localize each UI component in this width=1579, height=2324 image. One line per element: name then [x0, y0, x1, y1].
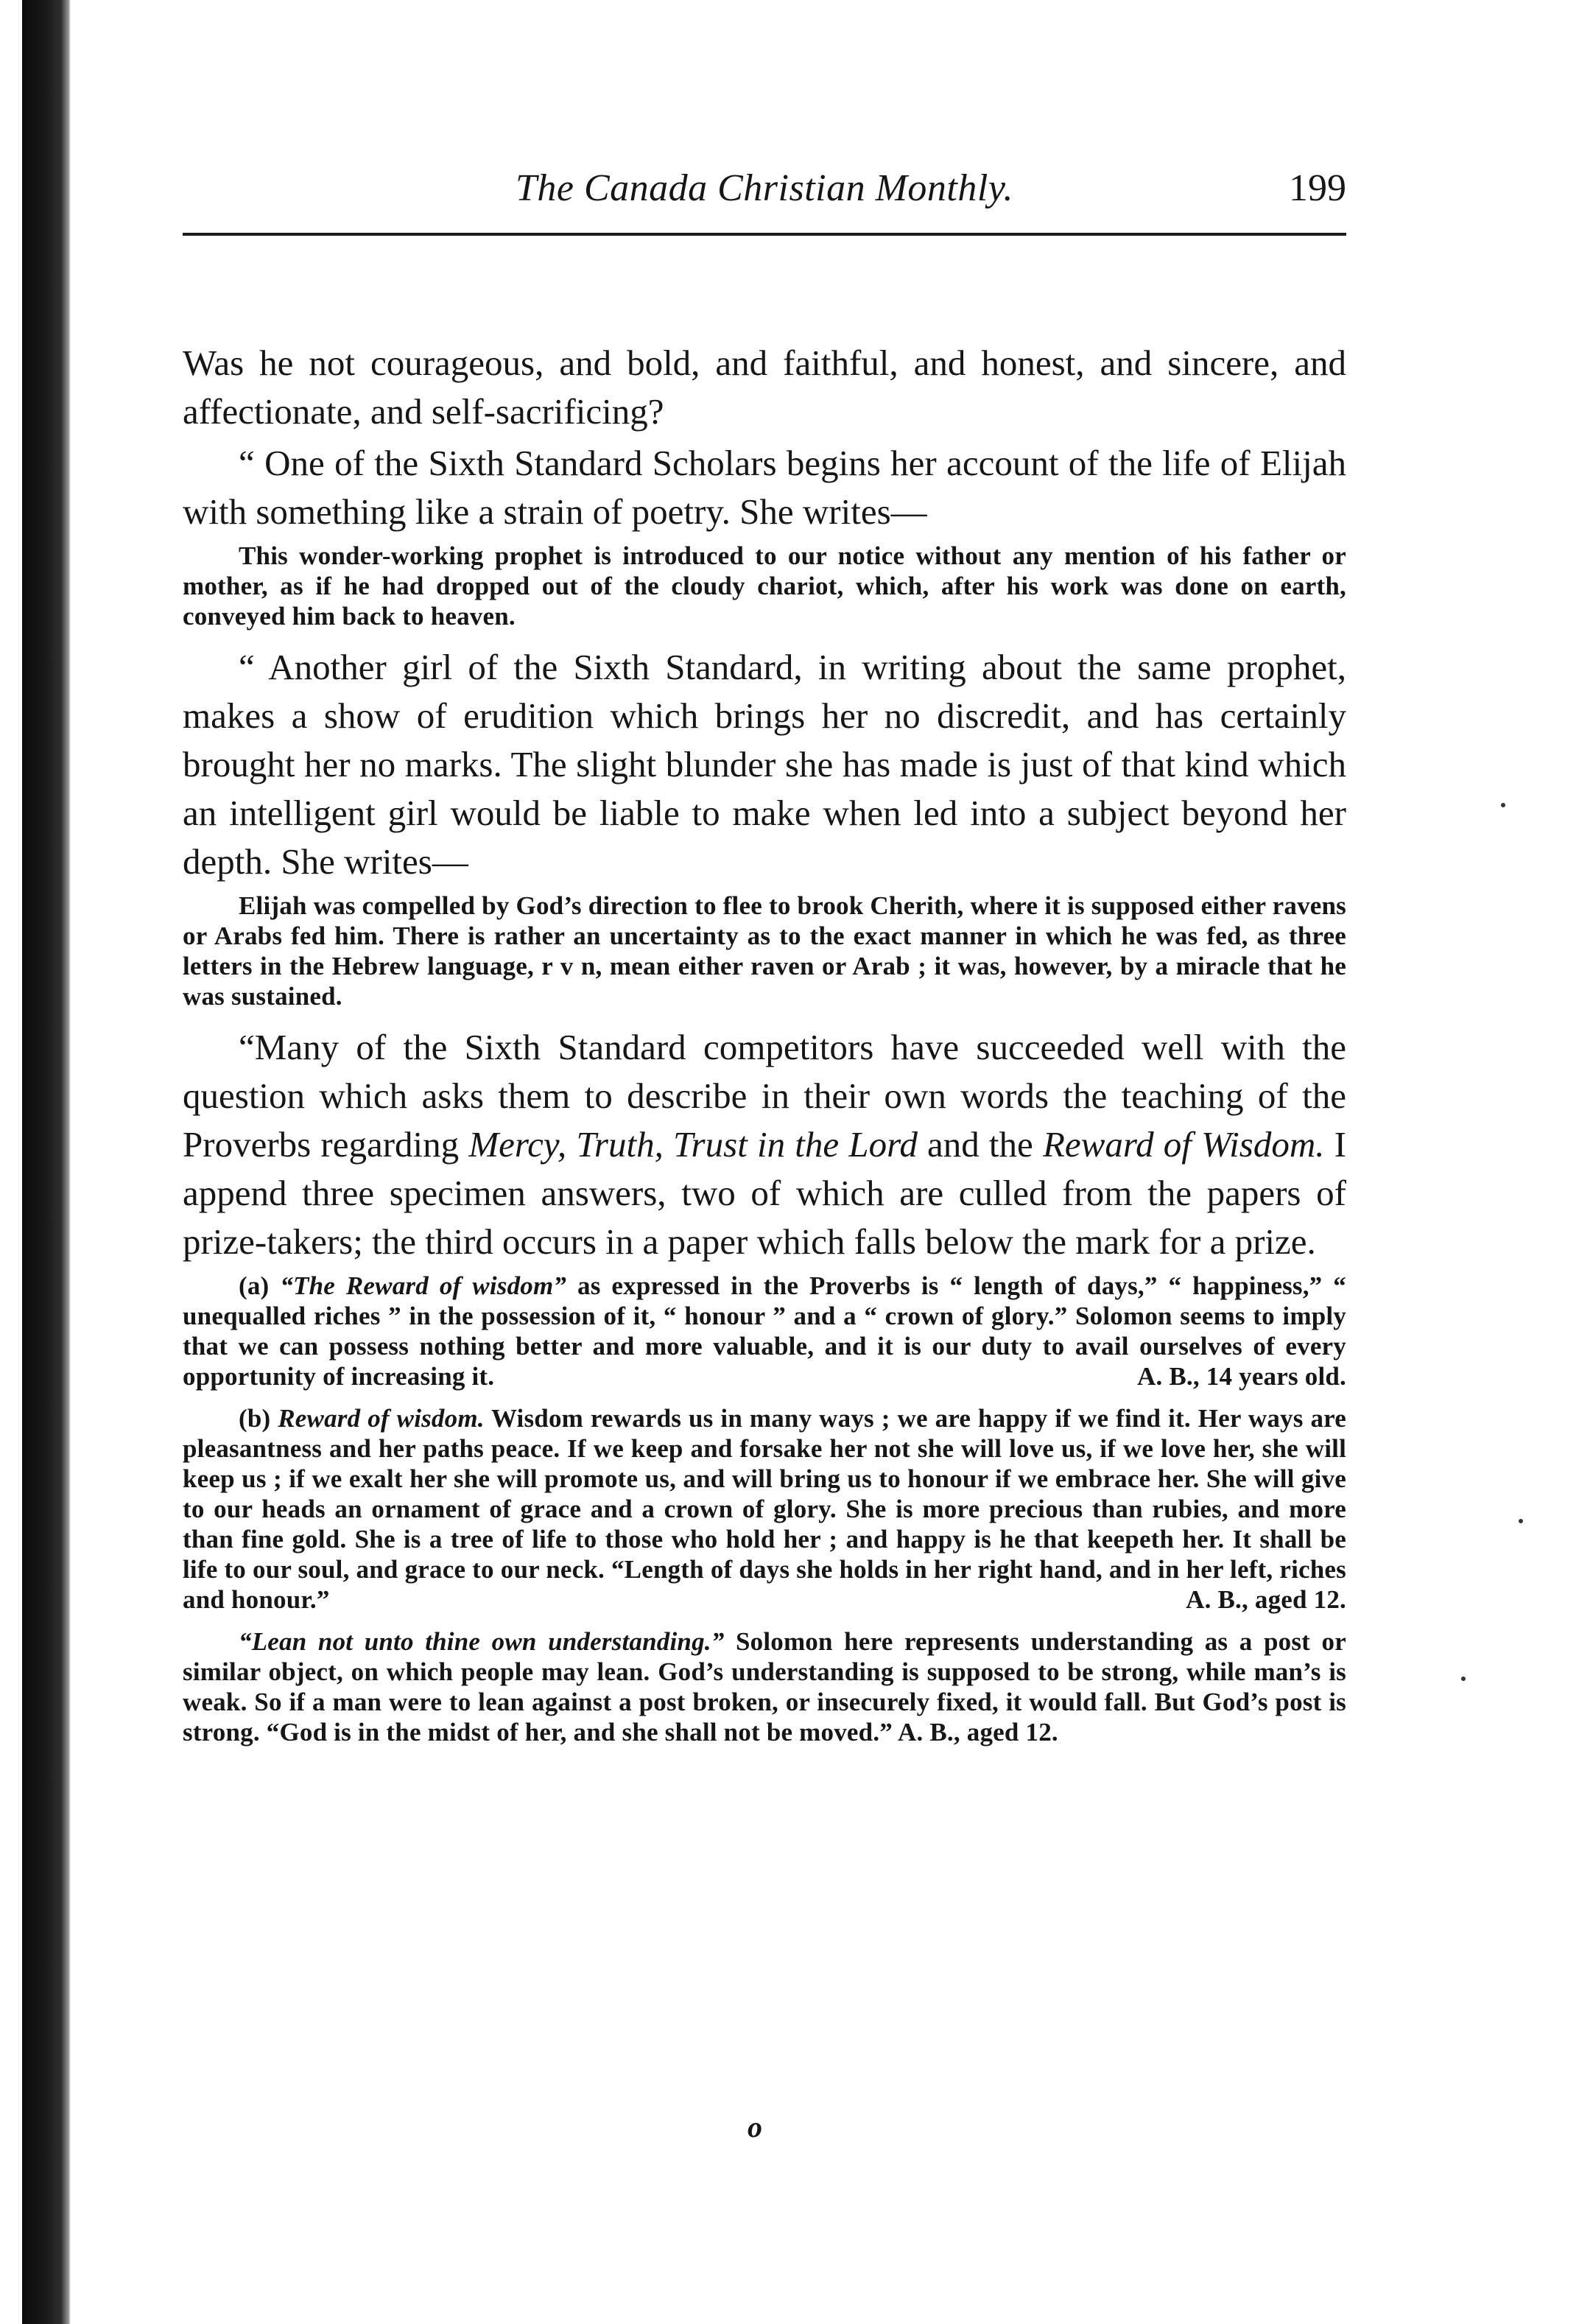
answer-text: Solomon here represents understanding as a post or similar object, on which people may lean. God’s understanding is supposed to be strong, while man’s is weak. So if a man were to lean against a post broken, or insecurely fixed, it would fall. But God’s post is strong. “God is in the midst of her, and she shall not be moved.” A. B., aged 12. [183, 1627, 1346, 1746]
book-binding-edge [22, 0, 71, 2324]
quoted-passage: This wonder-working prophet is introduced to our notice without any mention of his father or mother, as if he had dropped out of the cloudy chariot, which, after his work was done on earth, conveyed him back to heaven. [183, 541, 1346, 631]
answer-c [183, 1626, 1346, 1747]
speck [1501, 803, 1505, 807]
footer-mark: o [748, 2110, 762, 2144]
answer-text: as expressed in the Proverbs is “ length of days,” “ happiness,” “ unequalled riches ” in the possession of it, “ honour ” and a “ crown of glory.” Solomon seems to imply that we can possess nothing better and more valuable, and it is our duty to avail ourselves of every opportunity of increasing it. [183, 1271, 1346, 1391]
text-run: and the [917, 1124, 1043, 1165]
italic-phrase: Reward of Wisdom. [1042, 1124, 1325, 1165]
document-page [183, 147, 1346, 1746]
answer-title: Reward of wisdom. [278, 1404, 485, 1433]
body-paragraph: “ Another girl of the Sixth Standard, in writing about the same prophet, makes a show of erudition which brings her no discredit, and has certainly brought her no marks. The slight blunder she has made is just of that kind which an intelligent girl would be liable to make when led into a subject beyond her depth. She writes— [183, 647, 1346, 882]
body-paragraph: Was he not courageous, and bold, and faithful, and honest, and sincere, and affectionate, and self-sacrificing? [183, 343, 1346, 432]
text-run: “Many of the Sixth Standard competitors have succeeded well with the question which asks them to describe in their own words the teaching of the Proverbs regarding [183, 1027, 1346, 1165]
header-rule [183, 233, 1346, 236]
answer-text: Wisdom rewards us in many ways ; we are happy if we find it. Her ways are pleasantness and her paths peace. If we keep and forsake her not she will love us, if we love her, she will keep us ; if we exalt her she will promote us, and will bring us to honour if we embrace her. She will give to our heads an ornament of grace and a crown of glory. She is more precious than rubies, and more than fine gold. She is a tree of life to those who hold her ; and happy is he that keepeth her. It shall be life to our soul, and grace to our neck. “Length of days she holds in her right hand, and in her left, riches and honour.” [183, 1404, 1346, 1614]
article-body [183, 339, 1346, 1747]
italic-phrase: Mercy, Truth, Trust in the Lord [468, 1124, 918, 1165]
text-run: I append three specimen answers, two of which are culled from the papers of prize-takers; the third occurs in a paper which falls below the mark for a prize. [183, 1124, 1346, 1262]
answer-a [183, 1271, 1346, 1391]
answer-b [183, 1403, 1346, 1615]
answer-attribution: A. B., aged 12. [1186, 1585, 1346, 1614]
quoted-passage: Elijah was compelled by God’s direction to flee to brook Cherith, where it is supposed either ravens or Arabs fed him. There is rather an uncertainty as to the exact manner in which he was fed, as three letters in the Hebrew language, r v n, mean either raven or Arab ; it was, however, by a miracle that he was sustained. [183, 891, 1346, 1011]
page-number: 199 [1289, 167, 1346, 209]
answer-label: (b) [239, 1404, 278, 1433]
speck [1461, 1677, 1466, 1681]
journal-title: The Canada Christian Monthly. [515, 167, 1014, 209]
running-head [183, 147, 1346, 221]
body-paragraph [183, 1023, 1346, 1266]
answer-title: “The Reward of wisdom” [280, 1271, 567, 1300]
answer-title: “Lean not unto thine own understanding.” [239, 1627, 725, 1656]
answer-attribution: A. B., 14 years old. [1137, 1362, 1346, 1391]
speck [1519, 1519, 1523, 1523]
answer-label: (a) [239, 1271, 281, 1300]
body-paragraph: “ One of the Sixth Standard Scholars begins her account of the life of Elijah with something like a strain of poetry. She writes— [183, 443, 1346, 532]
